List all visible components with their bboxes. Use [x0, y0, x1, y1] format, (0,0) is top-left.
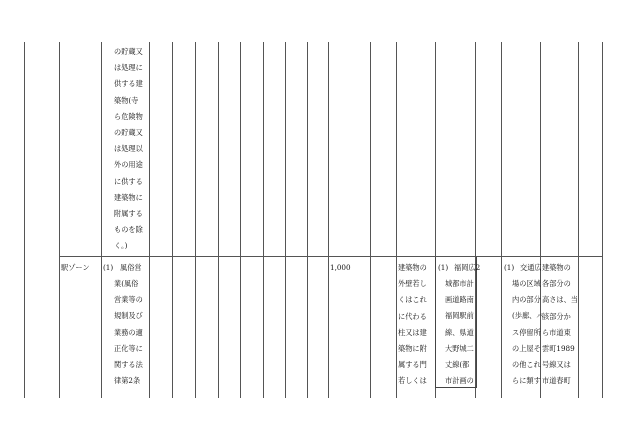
- text-line: 業務の適: [114, 327, 143, 337]
- text-line: 供する建: [114, 79, 143, 89]
- col-rule: [501, 42, 502, 398]
- col-rule: [240, 42, 241, 398]
- text-line: ものを除: [114, 225, 143, 235]
- text-line: 高さは、当: [542, 295, 578, 305]
- text-line: 築物(寺: [114, 95, 139, 105]
- text-line: 外の用途: [114, 160, 143, 170]
- text-line: 風俗営: [120, 263, 142, 272]
- traffic-first-line: 交通広: [520, 263, 542, 272]
- text-line: 線、県道: [445, 327, 474, 337]
- text-line: は処理に: [114, 63, 143, 73]
- traffic-number: (1): [504, 263, 515, 272]
- road-number: (1): [438, 263, 449, 272]
- text-line: 建築物に: [114, 192, 143, 202]
- text-line: 市計画の: [445, 376, 474, 386]
- col-rule: [307, 42, 308, 398]
- row-divider: [59, 256, 602, 257]
- col-rule: [578, 42, 579, 398]
- text-line: く。): [114, 241, 128, 251]
- col-rule: [370, 42, 371, 398]
- road-first-line: 福岡広2: [454, 263, 481, 272]
- col-rule: [59, 42, 60, 398]
- text-line: 関する法: [114, 360, 143, 370]
- text-line: 市道春町: [542, 376, 571, 386]
- text-line: 律第2条: [114, 376, 141, 386]
- text-line: 外壁若し: [398, 279, 427, 289]
- text-line: 号線又は: [542, 360, 571, 370]
- text-line: らに類す: [512, 376, 541, 386]
- text-line: 築物に附: [398, 344, 427, 354]
- traffic-cell: [512, 276, 544, 389]
- text-line: 丈線(都: [445, 360, 470, 370]
- building-cell: [398, 260, 427, 390]
- text-line: ら危険物: [114, 111, 143, 121]
- col-rule: [218, 42, 219, 398]
- col-rule: [285, 42, 286, 398]
- text-line: 属する門: [398, 360, 427, 370]
- col-rule: [328, 42, 329, 398]
- zone-label: 駅ゾーン: [61, 263, 90, 272]
- text-line: 福岡駅前: [445, 311, 474, 321]
- text-line: 大野城二: [445, 343, 474, 353]
- area-value: 1,000: [330, 263, 351, 272]
- text-line: 建築物の: [542, 263, 571, 272]
- text-line: 該部分か: [542, 311, 571, 321]
- item-number: (1): [103, 263, 114, 272]
- lower-use-cell: [120, 260, 142, 276]
- lower-use-cell-cont: [114, 276, 143, 389]
- col-rule: [195, 42, 196, 398]
- col-rule: [396, 42, 397, 398]
- text-line: 場の区域: [512, 279, 541, 288]
- col-rule: [602, 42, 603, 398]
- text-line: 建築物の: [398, 263, 427, 272]
- text-line: 若しくは: [398, 376, 427, 386]
- text-line: 規制及び: [114, 311, 143, 321]
- text-line: ら市道東: [542, 327, 571, 337]
- road-cell: [445, 276, 474, 389]
- text-line: の他これ: [512, 360, 541, 370]
- col-rule: [149, 42, 150, 398]
- text-line: に代わる: [398, 311, 427, 321]
- upper-use-cell: [114, 44, 143, 255]
- col-rule: [24, 42, 25, 398]
- text-line: ス停留所: [512, 327, 541, 337]
- col-rule: [172, 42, 173, 398]
- text-line: の貯蔵又: [114, 47, 143, 56]
- text-line: 雲町1989: [542, 344, 575, 354]
- text-line: の貯蔵又: [114, 128, 143, 138]
- text-line: くはこれ: [398, 295, 427, 305]
- text-line: は処理以: [114, 144, 143, 154]
- text-line: 正化等に: [114, 343, 143, 353]
- text-line: の上屋そ: [512, 343, 541, 353]
- text-line: 柱又は建: [398, 327, 427, 337]
- text-line: (歩廊、バ: [512, 311, 544, 321]
- text-line: 城都市計: [445, 279, 474, 288]
- text-line: に供する: [114, 176, 143, 186]
- text-line: 営業等の: [114, 295, 143, 305]
- text-line: 内の部分: [512, 295, 541, 305]
- height-cell: [542, 260, 578, 390]
- col-rule: [101, 42, 102, 398]
- text-line: 業(風俗: [114, 279, 139, 288]
- col-rule: [263, 42, 264, 398]
- text-line: 附属する: [114, 209, 143, 219]
- text-line: 各部分の: [542, 279, 571, 289]
- text-line: 画道路南: [445, 295, 474, 305]
